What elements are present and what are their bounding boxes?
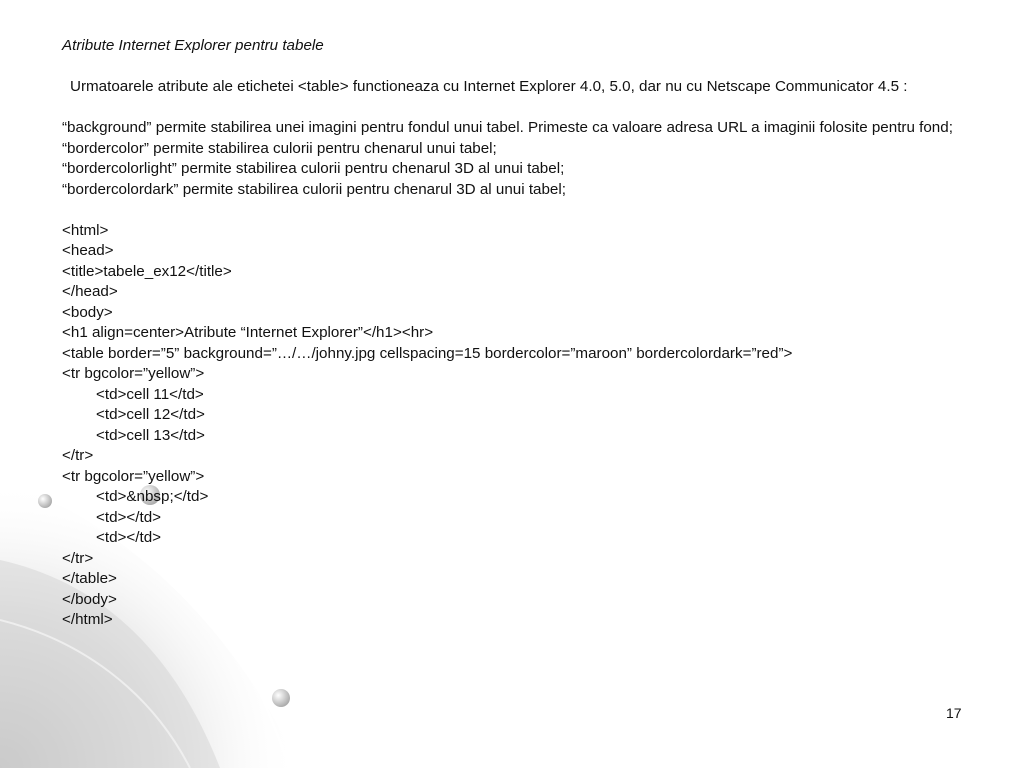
intro-paragraph: Urmatoarele atribute ale etichetei <table> functioneaza cu Internet Explorer 4.0, 5.0, dar nu cu Netscape Communicator 4.5 :	[70, 78, 908, 95]
blank-line	[62, 200, 962, 221]
code-line: <html>	[62, 221, 109, 239]
code-line: <td>cell 12</td>	[96, 406, 205, 423]
attribute-bordercolorlight: “bordercolorlight” permite stabilirea culorii pentru chenarul 3D al unui tabel;	[62, 160, 565, 177]
decorative-ball	[272, 689, 290, 707]
code-line: <td>cell 11</td>	[96, 385, 204, 403]
slide-content	[62, 36, 962, 631]
attribute-background: “background” permite stabilirea unei imagini pentru fondul unui tabel. Primeste ca valoare adresa URL a imaginii folosite pentru fond;	[62, 119, 953, 136]
blank-line	[62, 57, 962, 78]
decorative-ball	[38, 494, 52, 508]
code-line: </body>	[62, 590, 117, 608]
code-line: <tr bgcolor=”yellow”>	[62, 365, 205, 382]
code-line: <h1 align=center>Atribute “Internet Explorer”</h1><hr>	[62, 324, 434, 341]
code-line: </html>	[62, 611, 113, 628]
code-line: <body>	[62, 303, 113, 321]
code-line: <table border=”5” background=”…/…/johny.jpg cellspacing=15 bordercolor=”maroon” bordercolordark=”red”>	[62, 344, 793, 362]
blank-line	[62, 98, 962, 119]
page-number: 17	[946, 705, 962, 721]
attribute-bordercolor: “bordercolor” permite stabilirea culorii pentru chenarul unui tabel;	[62, 139, 497, 157]
code-line: <tr bgcolor=”yellow”>	[62, 467, 205, 485]
code-line: </head>	[62, 283, 118, 300]
code-line: </tr>	[62, 447, 94, 464]
code-line: <td>cell 13</td>	[96, 426, 205, 444]
code-line: <td></td>	[96, 508, 162, 526]
attribute-bordercolordark: “bordercolordark” permite stabilirea culorii pentru chenarul 3D al unui tabel;	[62, 180, 566, 198]
code-line: <head>	[62, 242, 114, 259]
slide-title: Atribute Internet Explorer pentru tabele	[62, 37, 324, 54]
code-example	[62, 221, 962, 631]
code-line: <td></td>	[96, 529, 162, 546]
code-line: <title>tabele_ex12</title>	[62, 262, 232, 280]
code-line: </table>	[62, 570, 117, 587]
code-line: </tr>	[62, 549, 94, 567]
code-line: <td>&nbsp;</td>	[96, 488, 209, 505]
